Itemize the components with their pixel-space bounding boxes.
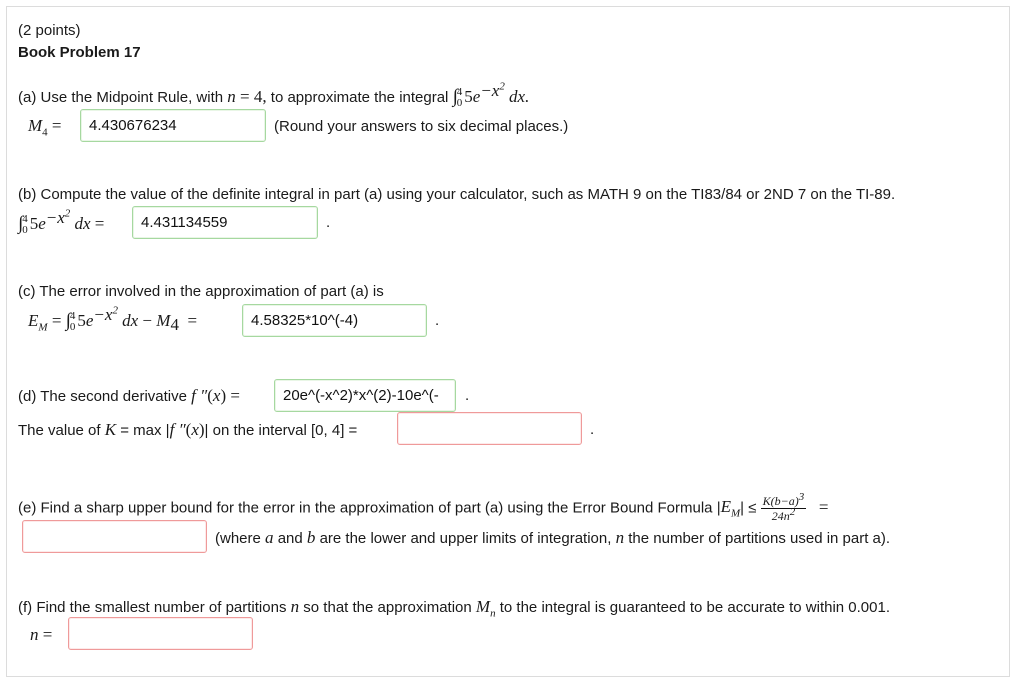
- part-b-answer-input[interactable]: 4.431134559: [132, 206, 318, 239]
- part-c-formula: $E_M$ = ∫ 4 0 $5e^{-x^2}$ dx − $M_4$ =: [28, 304, 198, 334]
- part-f-prompt: (f) Find the smallest number of partitions n so that the approximation $M_n$ to the integral is guaranteed to be accurate to within 0.001.: [18, 597, 891, 620]
- part-b-prompt: (b) Compute the value of the definite integral in part (a) using your calculator, such as MATH 9 on the TI83/84 or 2ND 7 on the TI-89.: [18, 186, 896, 203]
- part-d-k-period: .: [590, 421, 595, 438]
- part-a-rounding-note: (Round your answers to six decimal places.): [274, 118, 569, 135]
- part-b-integral: ∫ 4 0 $5e^{-x^2}$ dx =: [18, 207, 105, 237]
- part-a-answer-input[interactable]: 4.430676234: [80, 109, 266, 142]
- part-c-prompt: (c) The error involved in the approximation of part (a) is: [18, 283, 384, 300]
- problem-title: Book Problem 17: [18, 44, 141, 61]
- part-a-label: $M_4$ =: [28, 116, 62, 139]
- part-d-prompt: (d) The second derivative f ″(x) =: [18, 386, 240, 405]
- points-label: (2 points): [18, 22, 81, 39]
- part-f-label: n =: [30, 625, 53, 644]
- part-d-k-prompt: The value of K = max |f ″(x)| on the interval [0, 4] =: [18, 420, 358, 439]
- part-c-period: .: [435, 312, 440, 329]
- part-e-prompt: (e) Find a sharp upper bound for the error in the approximation of part (a) using the Error Bound Formula $|E_M|$ ≤ $\frac{K(b-a)^3}{24n^2}$ =: [18, 491, 829, 523]
- part-e-note: (where a and b are the lower and upper limits of integration, n the number of partitions used in part a).: [215, 528, 891, 547]
- part-b-period: .: [326, 214, 331, 231]
- part-a-prompt: (a) Use the Midpoint Rule, with n = 4, to approximate the integral ∫ 4 0 $5e^{-x^2}$ dx.: [18, 80, 530, 110]
- part-f-answer-input[interactable]: [68, 617, 253, 650]
- part-e-answer-input[interactable]: [22, 520, 207, 553]
- part-d-period: .: [465, 387, 470, 404]
- part-d-derivative-input[interactable]: 20e^(-x^2)*x^(2)-10e^(-: [274, 379, 456, 412]
- part-c-answer-input[interactable]: 4.58325*10^(-4): [242, 304, 427, 337]
- part-d-k-input[interactable]: [397, 412, 582, 445]
